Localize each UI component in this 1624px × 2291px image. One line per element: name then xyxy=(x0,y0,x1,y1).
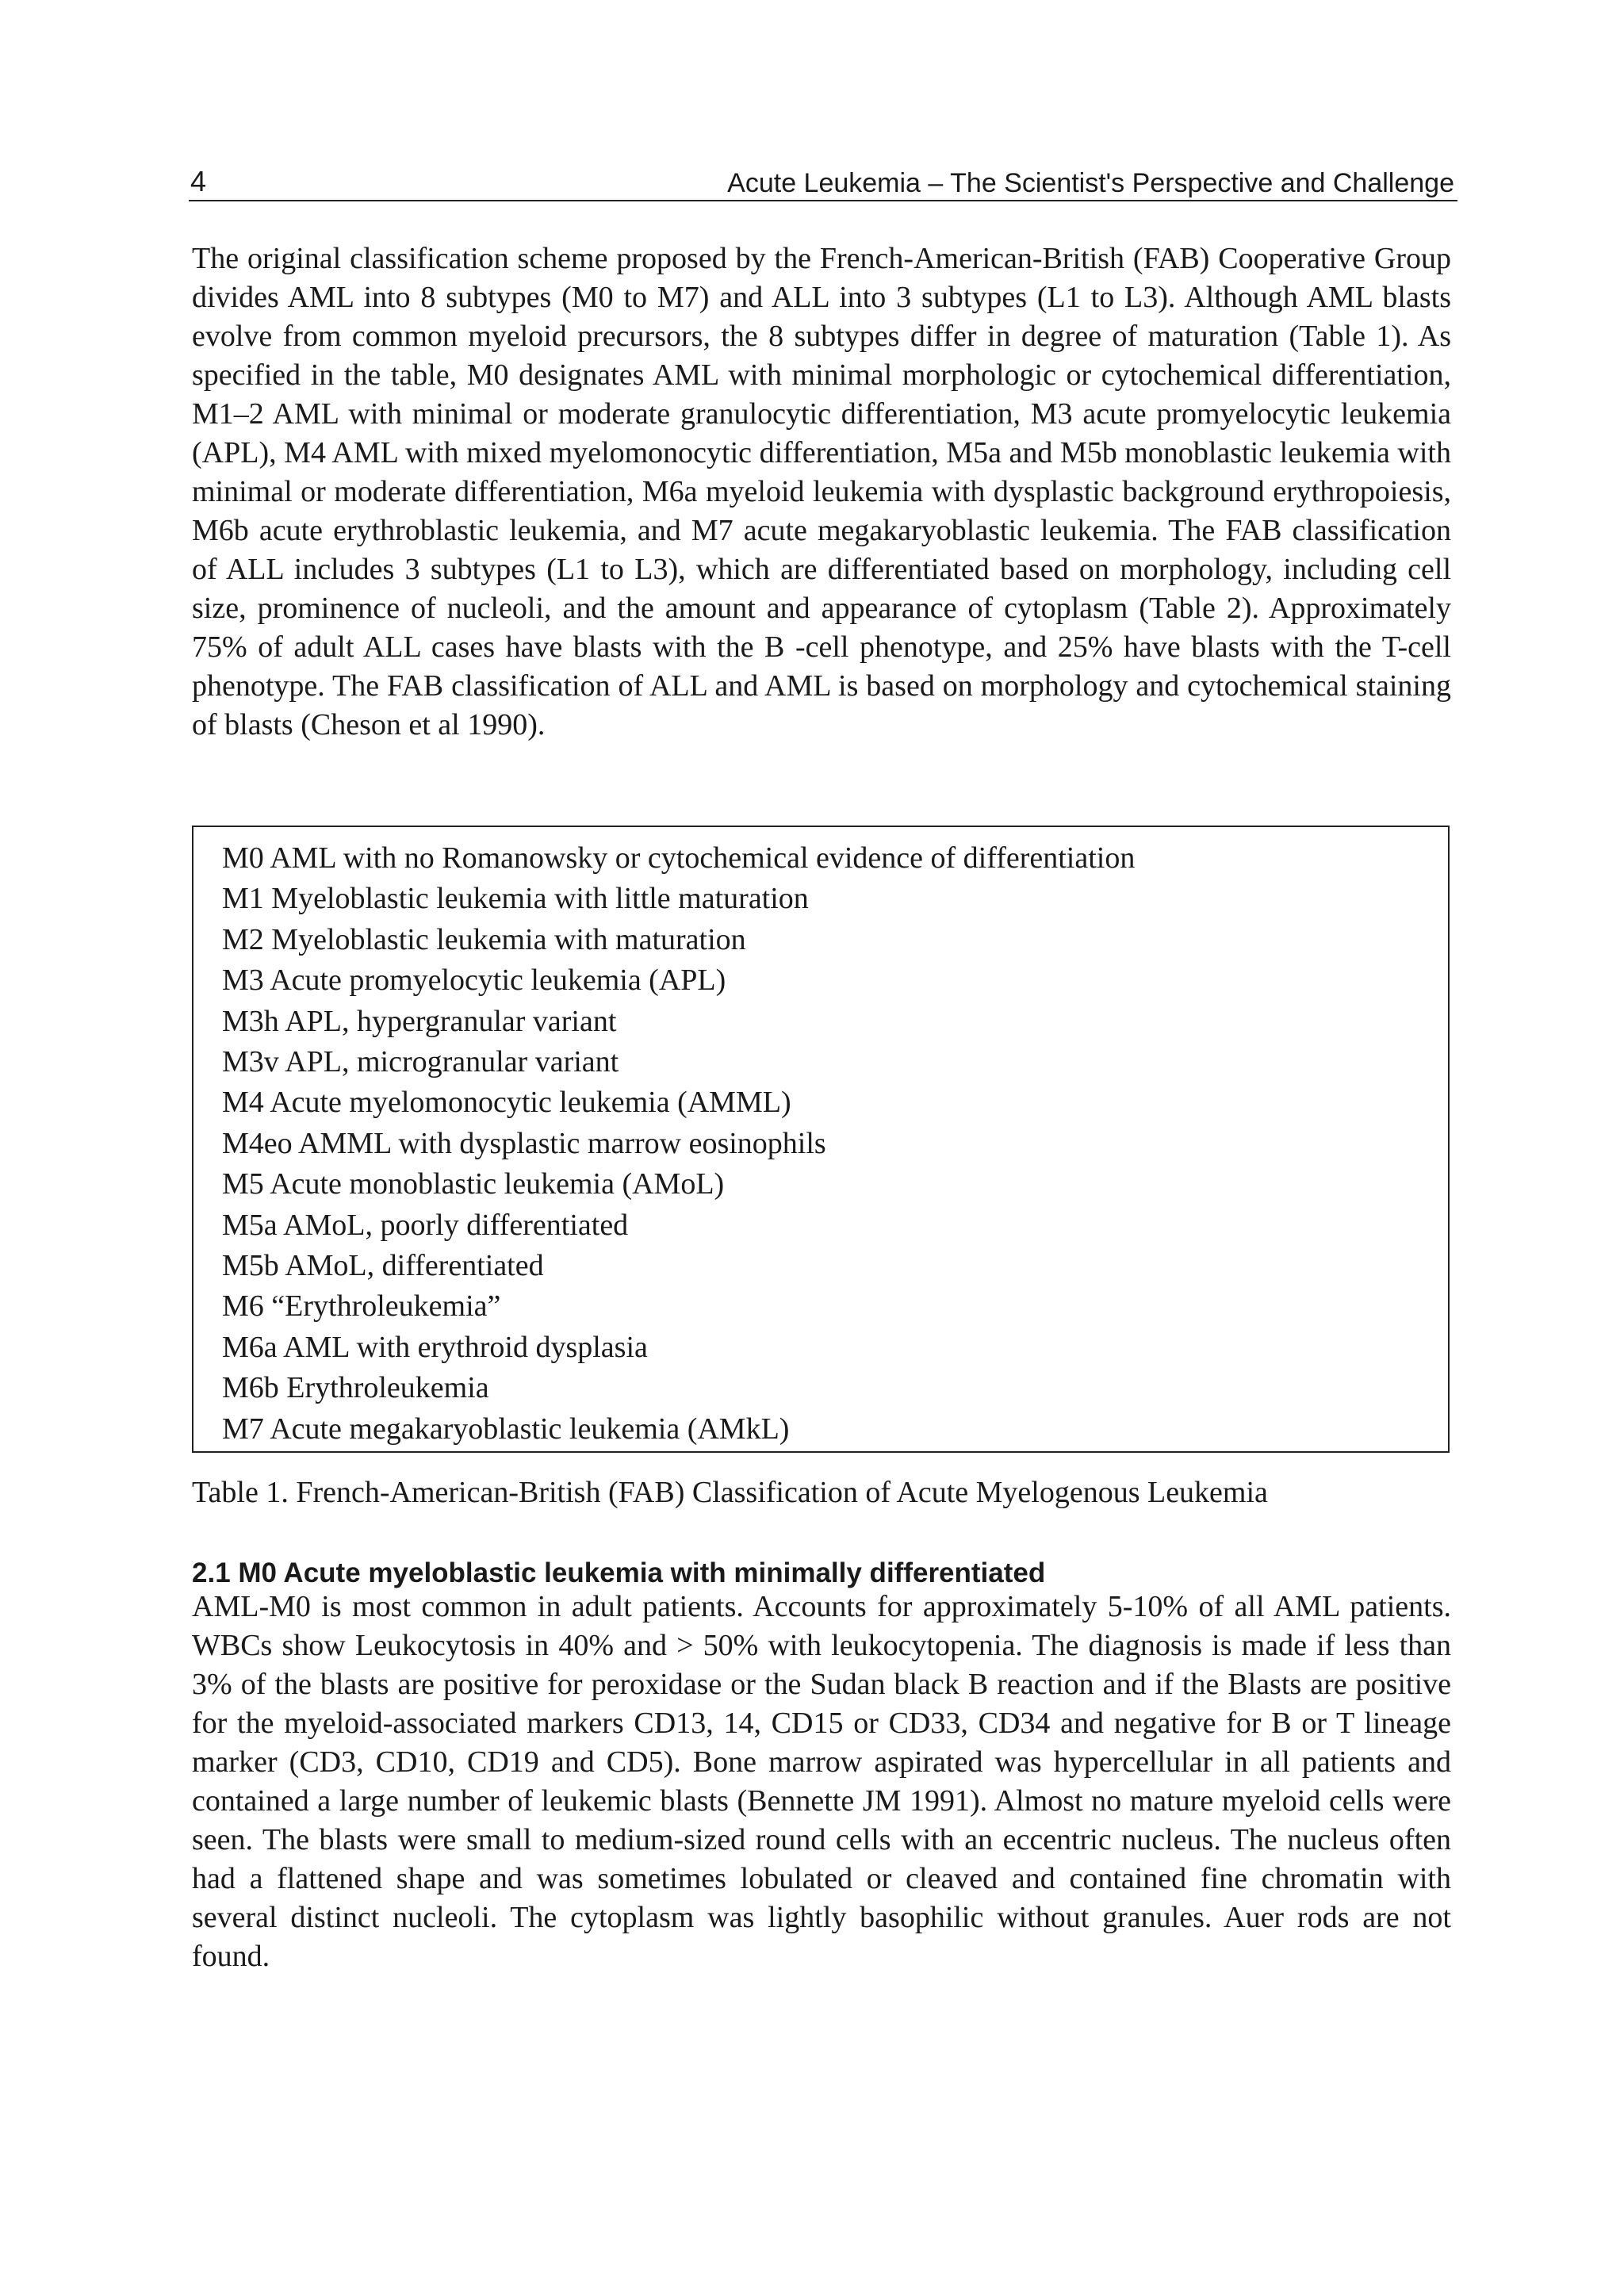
section-heading: 2.1 M0 Acute myeloblastic leukemia with minimally differentiated xyxy=(192,1557,1046,1588)
page-number: 4 xyxy=(190,165,207,197)
table-row: M5 Acute monoblastic leukemia (AMoL) xyxy=(222,1167,725,1201)
table-row: M5a AMoL, poorly differentiated xyxy=(222,1208,629,1242)
table-caption: Table 1. French-American-British (FAB) Classification of Acute Myelogenous Leukemia xyxy=(192,1476,1268,1509)
table-row: M4eo AMML with dysplastic marrow eosinophils xyxy=(222,1126,826,1160)
table-row: M6b Erythroleukemia xyxy=(222,1371,489,1405)
page-header xyxy=(189,165,1457,201)
table-row: M3h APL, hypergranular variant xyxy=(222,1004,617,1038)
table-row: M6 “Erythroleukemia” xyxy=(222,1289,501,1324)
table-row: M2 Myeloblastic leukemia with maturation xyxy=(222,922,746,956)
table-row: M1 Myeloblastic leukemia with little maturation xyxy=(222,882,809,916)
table-row: M3v APL, microgranular variant xyxy=(222,1045,619,1079)
section-paragraph: AML-M0 is most common in adult patients. Accounts for approximately 5-10% of all AML patients. WBCs show Leukocytosis in 40% and > 50% with leukocytopenia. The diagnosis is made if less than 3% of the blasts are positive for peroxidase or the Sudan black B reaction and if the Blasts are positive for the myeloid-associated markers CD13, 14, CD15 or CD33, CD34 and negative for B or T lineage marker (CD3, CD10, CD19 and CD5). Bone marrow aspirated was hypercellular in all patients and contained a large number of leukemic blasts (Bennette JM 1991). Almost no mature myeloid cells were seen. The blasts were small to medium-sized round cells with an eccentric nucleus. The nucleus often had a flattened shape and was sometimes lobulated or cleaved and contained fine chromatin with several distinct nucleoli. The cytoplasm was lightly basophilic without granules. Auer rods are not found. xyxy=(192,1590,1451,1973)
table-row: M3 Acute promyelocytic leukemia (APL) xyxy=(222,964,726,998)
running-title: Acute Leukemia – The Scientist's Perspective and Challenge xyxy=(727,168,1454,198)
table-row: M5b AMoL, differentiated xyxy=(222,1249,544,1283)
table-row: M6a AML with erythroid dysplasia xyxy=(222,1330,648,1364)
table-rows xyxy=(193,827,1448,1450)
table-row: M4 Acute myelomonocytic leukemia (AMML) xyxy=(222,1086,791,1120)
table-row: M7 Acute megakaryoblastic leukemia (AMkL) xyxy=(222,1412,790,1446)
intro-paragraph: The original classification scheme proposed by the French-American-British (FAB) Cooperative Group divides AML into 8 subtypes (M0 to M7) and ALL into 3 subtypes (L1 to L3). Although AML blasts evolve from common myeloid precursors, the 8 subtypes differ in degree of maturation (Table 1). As specified in the table, M0 designates AML with minimal morphologic or cytochemical differentiation, M1–2 AML with minimal or moderate granulocytic differentiation, M3 acute promyelocytic leukemia (APL), M4 AML with mixed myelomonocytic differentiation, M5a and M5b monoblastic leukemia with minimal or moderate differentiation, M6a myeloid leukemia with dysplastic background erythropoiesis, M6b acute erythroblastic leukemia, and M7 acute megakaryoblastic leukemia. The FAB classification of ALL includes 3 subtypes (L1 to L3), which are differentiated based on morphology, including cell size, prominence of nucleoli, and the amount and appearance of cytoplasm (Table 2). Approximately 75% of adult ALL cases have blasts with the B -cell phenotype, and 25% have blasts with the T-cell phenotype. The FAB classification of ALL and AML is based on morphology and cytochemical staining of blasts (Cheson et al 1990). xyxy=(192,242,1451,741)
table-row: M0 AML with no Romanowsky or cytochemical evidence of differentiation xyxy=(222,841,1136,875)
fab-classification-table xyxy=(192,826,1450,1453)
